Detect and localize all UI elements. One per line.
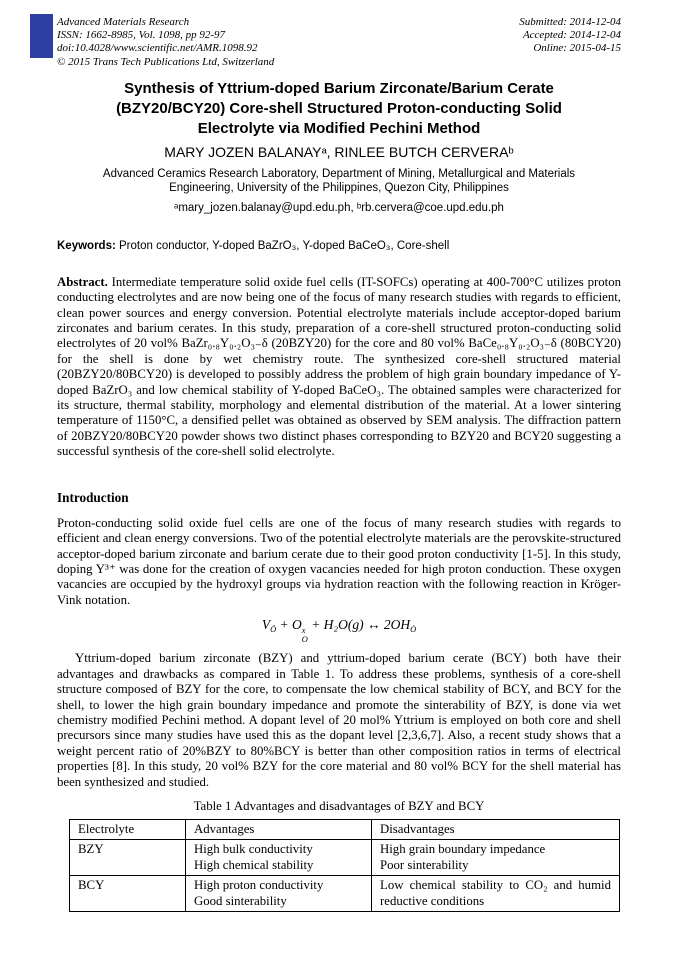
keywords-line — [57, 239, 621, 254]
abstract-text: Intermediate temperature solid oxide fuel cells (IT-SOFCs) operating at 400-700°C utilizes proton conducting electrolytes and are now being one of the focus of many research studies with regards to efficient, clean power sources and energy conversion. Potential electrolyte materials include acceptor-doped barium zirconates and barium cerates. In this study, preparation of a core-shell structured proton-conducting solid electrolytes of 20 vol% BaZr₀.₈Y₀.₂O₃₋δ (20BZY20) for the core and 80 vol% BaCe₀.₈Y₀.₂O₃₋δ (80BCY20) for the shell is done by wet chemistry route. The synthesized core-shell structured material (20BZY20/80BCY20) is developed to possibly address the problem of high grain boundary impedance of Y-doped BaZrO₃ and low chemical stability of Y-doped BaCeO₃. The obtained samples were characterized for its structure, thermal stability, morphology and elemental distribution of the material. At a lower sintering temperature of 1150°C, a densified pellet was obtained as observed by SEM analysis. The diffraction pattern of 20BZY20/80BCY20 powder shows two distinct phases corresponding to BZY20 and BCY20 suggesting a successful synthesis of the core-shell solid electrolyte. — [57, 274, 621, 459]
table-cell — [186, 840, 372, 876]
table-cell-line: Low chemical stability to CO₂ and humid reductive conditions — [380, 878, 611, 909]
table-head — [70, 820, 620, 840]
table-cell-line: High proton conductivity — [194, 878, 324, 893]
paper-title — [57, 79, 621, 139]
abstract-paragraph — [57, 275, 621, 460]
publication-header — [57, 16, 621, 69]
accepted-date: Accepted: 2014-12-04 — [522, 29, 621, 42]
table-header-cell: Disadvantages — [372, 820, 620, 840]
table-body — [70, 840, 620, 912]
journal-name: Advanced Materials Research — [57, 16, 190, 28]
submission-dates — [519, 16, 621, 69]
table-caption: Table 1 Advantages and disadvantages of BZY and BCY — [193, 799, 485, 814]
intro-paragraph-1: Proton-conducting solid oxide fuel cells are one of the focus of many research studies with regards to efficient and clean energy conversions. Two of the potential electrolyte materials are the perovskite-structured acceptor-doped barium zirconate and barium cerate due to their good proton conductivity [1-5]. In this study, doping Y³⁺ was done for the creation of oxygen vacancies needed for high proton conduction. These oxygen vacancies are occupied by the hydroxyl groups via hydration reaction with the following reaction in Kröger-Vink notation. — [57, 515, 621, 607]
table-header-row — [70, 820, 620, 840]
blue-marker-box — [30, 14, 53, 58]
affiliation-line: Engineering, University of the Philippines, Quezon City, Philippines — [169, 182, 509, 195]
table-cell — [372, 876, 620, 912]
affiliation-line: Advanced Ceramics Research Laboratory, Department of Mining, Metallurgical and Materials — [102, 167, 576, 180]
title-line: (BZY20/BCY20) Core-shell Structured Proton-conducting Solid — [116, 99, 562, 117]
comparison-table — [69, 819, 620, 912]
table-header-cell: Electrolyte — [70, 820, 186, 840]
table-cell-line: Poor sinterability — [380, 858, 469, 873]
section-heading-introduction: Introduction — [57, 489, 129, 505]
keywords-text: Proton conductor, Y-doped BaZrO₃, Y-doped BaCeO₃, Core-shell — [115, 240, 450, 253]
equation: $V_Ö + O$ x O + H₂O(g) ↔ $2OH_Ȯ$ — [261, 617, 417, 644]
table-cell-line: BZY — [78, 842, 104, 857]
journal-copyright: © 2015 Trans Tech Publications Ltd, Switzerland — [57, 55, 275, 68]
table-header-cell: Advantages — [186, 820, 372, 840]
affiliation — [57, 167, 621, 196]
table-cell-line: High bulk conductivity — [194, 842, 313, 857]
journal-issn: ISSN: 1662-8985, Vol. 1098, pp 92-97 — [57, 29, 226, 42]
table-cell-line: Good sinterability — [194, 894, 287, 909]
table-cell — [70, 840, 186, 876]
title-line: Electrolyte via Modified Pechini Method — [197, 119, 481, 137]
authors: MARY JOZEN BALANAYᵃ, RINLEE BUTCH CERVERAᵇ — [164, 143, 514, 160]
abstract-label: Abstract. — [57, 274, 108, 289]
author-emails: ᵃmary_jozen.balanay@upd.edu.ph, ᵇrb.cervera@coe.upd.edu.ph — [174, 201, 504, 214]
keywords-label: Keywords: — [57, 240, 116, 253]
journal-doi: doi:10.4028/www.scientific.net/AMR.1098.92 — [57, 42, 258, 55]
submitted-date: Submitted: 2014-12-04 — [519, 16, 621, 28]
table-row — [70, 876, 620, 912]
table-cell — [186, 876, 372, 912]
table-cell — [70, 876, 186, 912]
table-cell-line: High chemical stability — [194, 858, 314, 873]
journal-info — [57, 16, 274, 69]
table-cell-line: High grain boundary impedance — [380, 842, 546, 857]
title-line: Synthesis of Yttrium-doped Barium Zirconate/Barium Cerate — [124, 79, 554, 97]
intro-paragraph-2: Yttrium-doped barium zirconate (BZY) and yttrium-doped barium cerate (BCY) both have their advantages and drawbacks as compared in Table 1. To address these problems, synthesis of a core-shell structure composed of BZY for the core, to compensate the low chemical stability of BCY, and BCY for the shell, to lower the high grain boundary impedance and promote the sinterability of BZY, is done via wet chemistry modified Pechini method. A dopant level of 20 mol% Yttrium is employed on both core and shell precursors since many studies have used this as the dopant level [2,3,6,7]. Also, a recent study shows that a weight percent ratio of 20%BZY to 80%BCY is better than other composition ratios in terms of electrical properties [8]. In this study, 20 vol% BZY for the core material and 80 vol% BCY for the shell material has been synthesized and studied. — [57, 651, 621, 789]
table-row — [70, 840, 620, 876]
online-date: Online: 2015-04-15 — [533, 42, 621, 55]
table-cell-line: BCY — [78, 878, 105, 893]
table-cell — [372, 840, 620, 876]
